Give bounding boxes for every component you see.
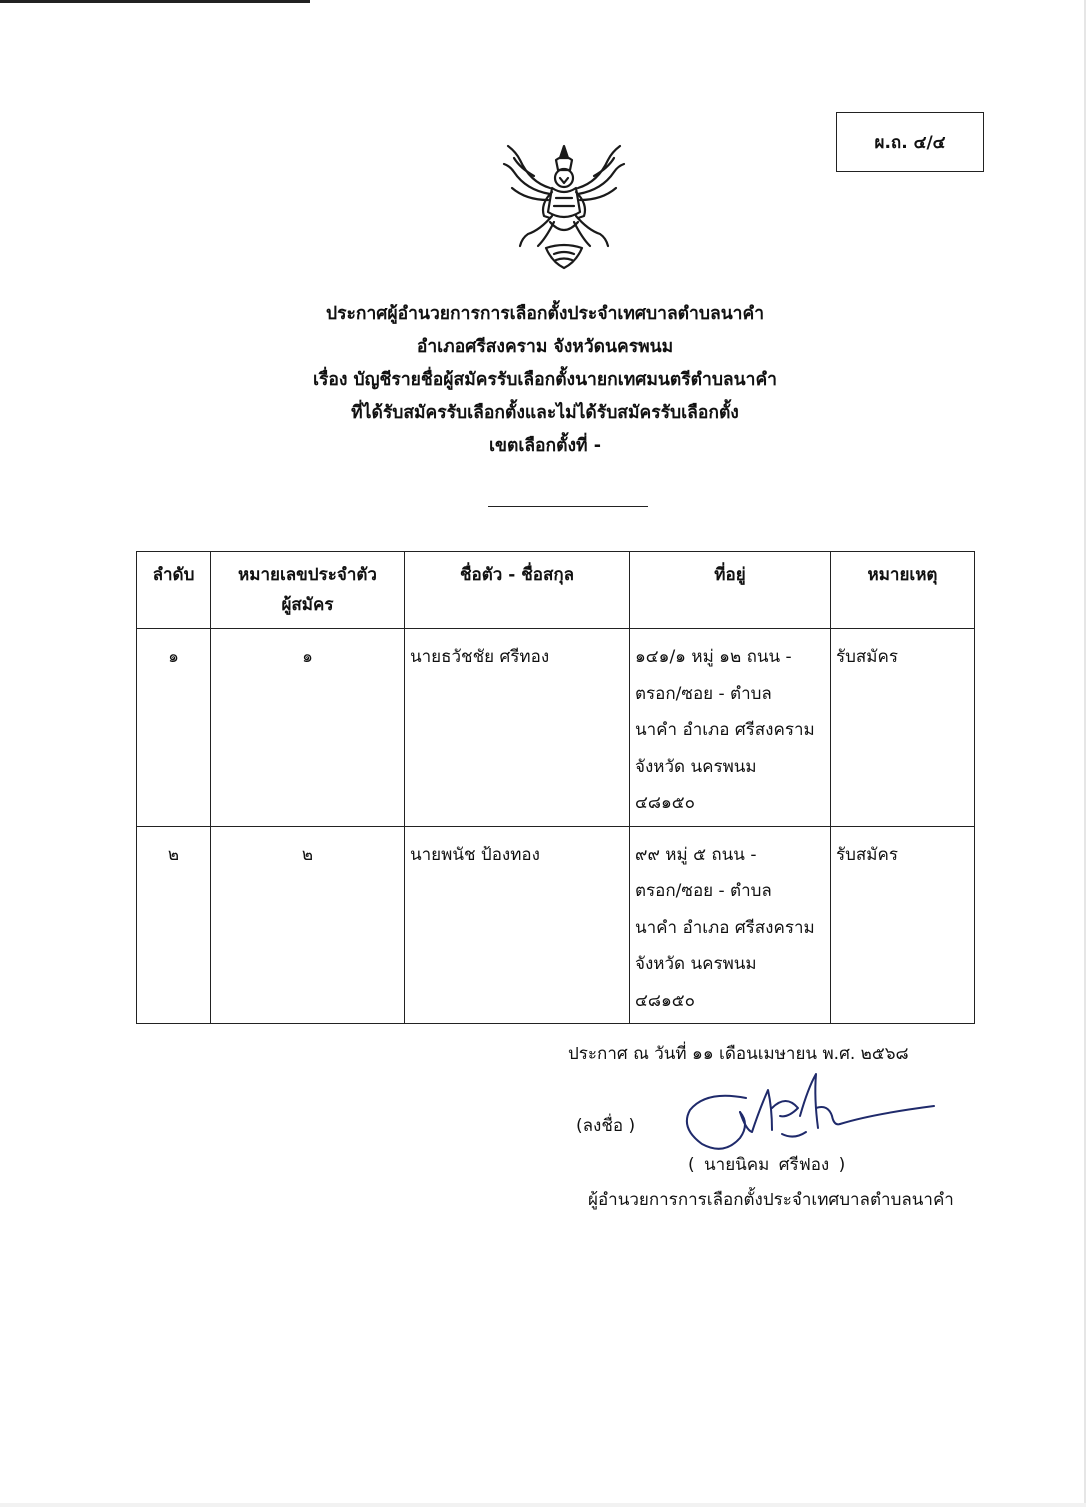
cell-number: ๒ bbox=[211, 826, 405, 1024]
cell-name: นายธวัชชัย ศรีทอง bbox=[405, 629, 630, 827]
cell-address bbox=[630, 826, 831, 1024]
table-header-row bbox=[137, 552, 975, 629]
sign-label: (ลงชื่อ ) bbox=[576, 1116, 636, 1136]
candidate-table bbox=[136, 551, 975, 1024]
header-number-line-2: ผู้สมัคร bbox=[281, 595, 334, 615]
garuda-emblem-icon bbox=[500, 138, 628, 274]
form-code-box bbox=[836, 112, 984, 172]
cell-order: ๒ bbox=[137, 826, 211, 1024]
address-line: ๑๔๑/๑ หมู่ ๑๒ ถนน - bbox=[635, 647, 792, 667]
announcement-date: ประกาศ ณ วันที่ ๑๑ เดือนเมษายน พ.ศ. ๒๕๖๘ bbox=[568, 1044, 909, 1064]
header-line-1: ประกาศผู้อำนวยการการเลือกตั้งประจำเทศบาลตำบลนาคำ bbox=[325, 304, 765, 324]
cell-name: นายพนัช ป้องทอง bbox=[405, 826, 630, 1024]
address-line: จังหวัด นครพนม bbox=[635, 756, 757, 777]
address-line: ๙๙ หมู่ ๕ ถนน - bbox=[635, 844, 757, 865]
address-line: นาคำ อำเภอ ศรีสงคราม bbox=[635, 917, 815, 938]
table-row bbox=[137, 826, 975, 1024]
address-line: ๔๘๑๕๐ bbox=[635, 990, 696, 1011]
header-line-3: เรื่อง บัญชีรายชื่อผู้สมัครรับเลือกตั้งนายกเทศมนตรีตำบลนาคำ bbox=[313, 370, 777, 390]
header-name: ชื่อตัว - ชื่อสกุล bbox=[405, 552, 630, 629]
header-divider bbox=[488, 506, 648, 507]
header-line-4: ที่ได้รับสมัครรับเลือกตั้งและไม่ได้รับสมัครรับเลือกตั้ง bbox=[351, 403, 739, 423]
address-line: ๔๘๑๕๐ bbox=[635, 793, 696, 813]
table-row bbox=[137, 629, 975, 827]
signer-title: ผู้อำนวยการการเลือกตั้งประจำเทศบาลตำบลนาคำ bbox=[588, 1190, 954, 1210]
address-line: นาคำ อำเภอ ศรีสงคราม bbox=[635, 720, 815, 740]
address-line: ตรอก/ซอย - ตำบล bbox=[635, 881, 772, 901]
header-address: ที่อยู่ bbox=[630, 552, 831, 629]
cell-address bbox=[630, 629, 831, 827]
cell-order: ๑ bbox=[137, 629, 211, 827]
address-line: จังหวัด นครพนม bbox=[635, 954, 757, 974]
header-remark: หมายเหตุ bbox=[831, 552, 975, 629]
cell-number: ๑ bbox=[211, 629, 405, 827]
address-line: ตรอก/ซอย - ตำบล bbox=[635, 683, 772, 704]
header-number bbox=[211, 552, 405, 629]
form-code: ผ.ถ. ๔/๔ bbox=[874, 132, 946, 153]
announcement-header bbox=[200, 298, 890, 463]
signer-name: ( นายนิคม ศรีฟอง ) bbox=[688, 1155, 846, 1175]
signature-image bbox=[676, 1068, 938, 1164]
header-order: ลำดับ bbox=[137, 552, 211, 629]
scan-edge-bottom bbox=[0, 1503, 1086, 1507]
cell-remark: รับสมัคร bbox=[831, 629, 975, 827]
header-line-5: เขตเลือกตั้งที่ - bbox=[489, 436, 601, 456]
header-number-line-1: หมายเลขประจำตัว bbox=[238, 565, 377, 585]
header-line-2: อำเภอศรีสงคราม จังหวัดนครพนม bbox=[416, 337, 674, 357]
cell-remark: รับสมัคร bbox=[831, 826, 975, 1024]
scan-edge-top bbox=[0, 0, 310, 3]
